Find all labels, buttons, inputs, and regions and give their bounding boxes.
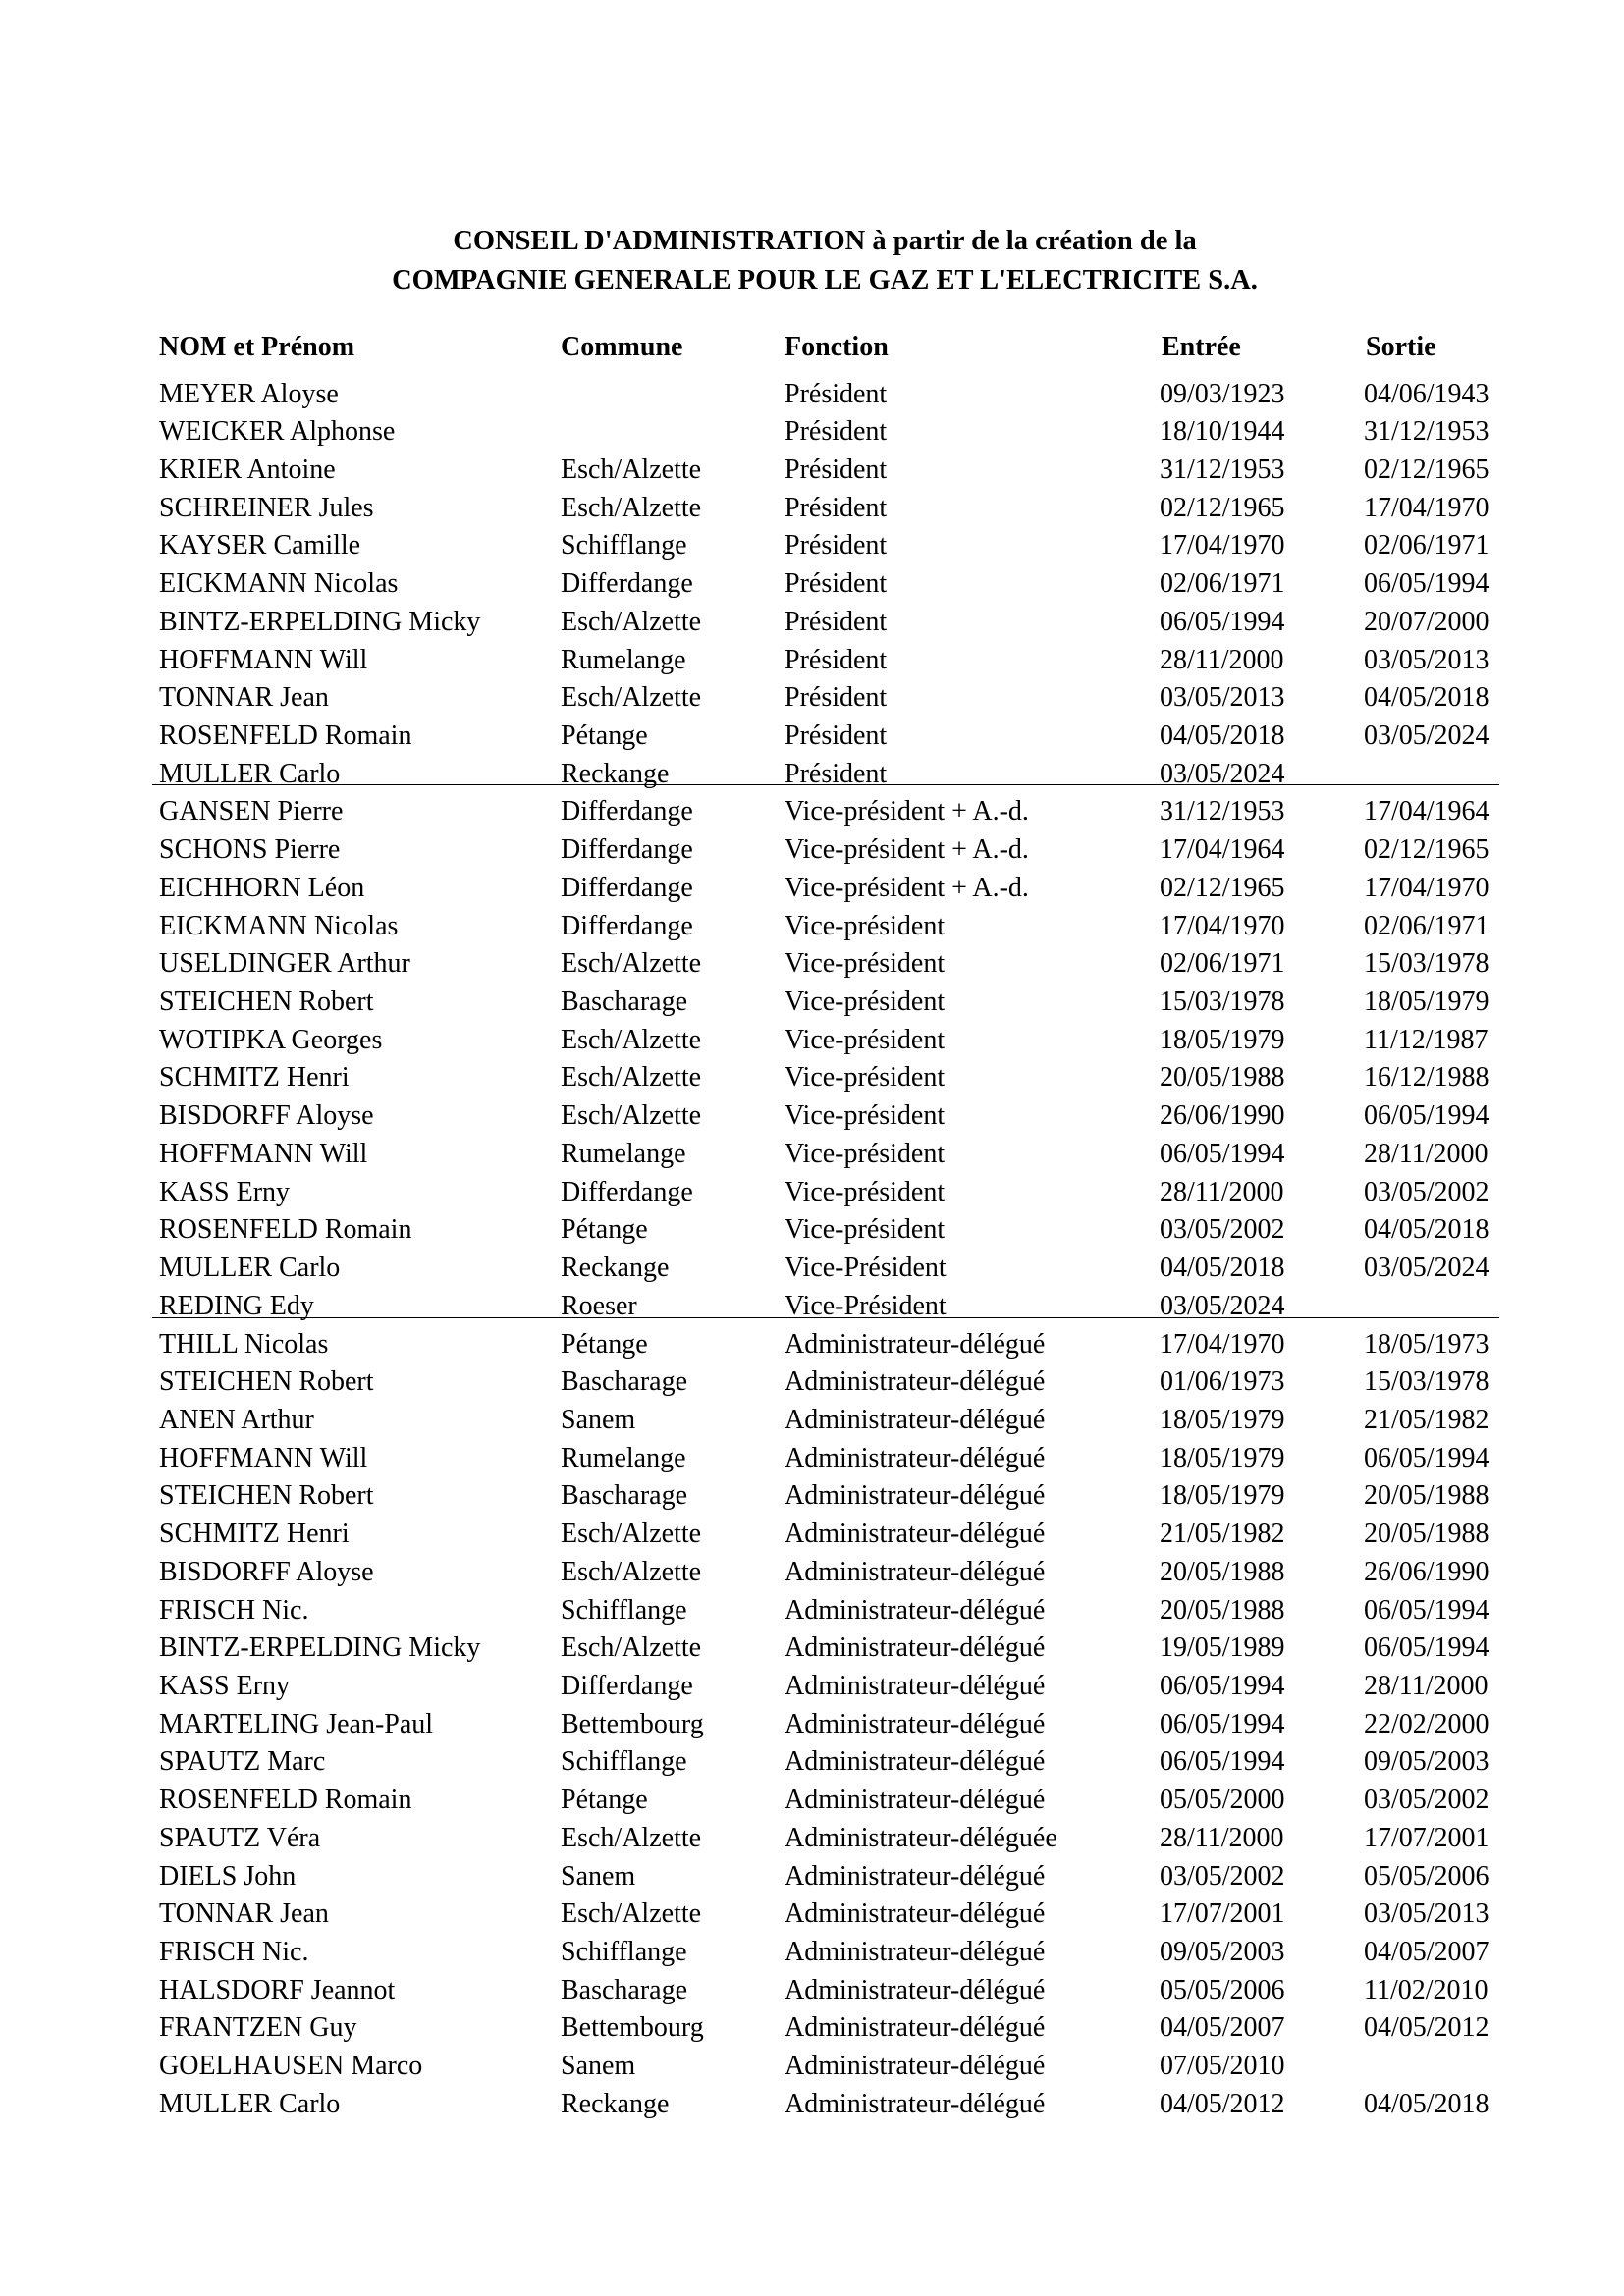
table-row [0, 1059, 1624, 1097]
table-row [0, 1288, 1624, 1326]
cell-sortie: 11/12/1987 [1364, 1024, 1489, 1055]
cell-commune: Esch/Alzette [561, 606, 702, 637]
cell-fonction: Vice-président + A.-d. [785, 872, 1029, 903]
document-title-line-1: CONSEIL D'ADMINISTRATION à partir de la création de la [453, 226, 1197, 256]
cell-name: HOFFMANN Will [159, 1138, 368, 1169]
cell-sortie: 09/05/2003 [1364, 1746, 1489, 1778]
cell-name: WOTIPKA Georges [159, 1024, 383, 1055]
cell-sortie: 04/05/2018 [1364, 1214, 1489, 1246]
cell-sortie: 02/12/1965 [1364, 834, 1489, 866]
cell-fonction: Président [785, 454, 888, 485]
cell-name: STEICHEN Robert [159, 1480, 374, 1512]
cell-entree: 28/11/2000 [1160, 1822, 1284, 1853]
cell-entree: 28/11/2000 [1160, 1176, 1284, 1207]
cell-fonction: Président [785, 530, 888, 561]
cell-fonction: Administrateur-délégué [785, 1442, 1046, 1473]
cell-entree: 18/10/1944 [1160, 416, 1285, 448]
table-row [0, 1782, 1624, 1820]
table-header [0, 329, 1624, 367]
cell-entree: 05/05/2006 [1160, 1974, 1285, 2005]
cell-entree: 02/12/1965 [1160, 872, 1285, 903]
cell-name: GANSEN Pierre [159, 796, 344, 828]
table-row [0, 527, 1624, 565]
table-row [0, 1097, 1624, 1136]
header-fonction: Fonction [785, 332, 889, 362]
table-row [0, 1440, 1624, 1478]
cell-entree: 05/05/2000 [1160, 1785, 1285, 1816]
cell-fonction: Vice-président [785, 1214, 946, 1246]
cell-commune: Esch/Alzette [561, 948, 702, 980]
table-row [0, 831, 1624, 870]
cell-commune: Bascharage [561, 1366, 688, 1398]
cell-entree: 31/12/1953 [1160, 454, 1285, 485]
cell-entree: 01/06/1973 [1160, 1366, 1285, 1398]
table-row [0, 1363, 1624, 1402]
cell-name: SCHMITZ Henri [159, 1062, 350, 1094]
cell-commune: Esch/Alzette [561, 1632, 702, 1664]
cell-commune: Reckange [561, 758, 670, 789]
cell-fonction: Président [785, 606, 888, 637]
cell-commune: Pétange [561, 1214, 648, 1246]
cell-commune: Esch/Alzette [561, 1822, 702, 1853]
cell-name: HALSDORF Jeannot [159, 1974, 396, 2005]
cell-entree: 06/05/1994 [1160, 1746, 1285, 1778]
table-row [0, 1211, 1624, 1250]
cell-fonction: Administrateur-délégué [785, 1937, 1046, 1968]
cell-sortie: 21/05/1982 [1364, 1404, 1489, 1435]
cell-sortie: 02/06/1971 [1364, 910, 1489, 941]
header-name: NOM et Prénom [159, 332, 355, 362]
cell-name: ROSENFELD Romain [159, 1785, 412, 1816]
cell-commune: Esch/Alzette [561, 1024, 702, 1055]
cell-name: MEYER Aloyse [159, 378, 339, 409]
cell-entree: 03/05/2024 [1160, 1290, 1285, 1321]
cell-name: REDING Edy [159, 1290, 314, 1321]
cell-name: BINTZ-ERPELDING Micky [159, 1632, 481, 1664]
table-row [0, 756, 1624, 794]
cell-entree: 18/05/1979 [1160, 1404, 1285, 1435]
cell-entree: 21/05/1982 [1160, 1519, 1285, 1550]
table-row [0, 1858, 1624, 1896]
cell-fonction: Administrateur-délégué [785, 1480, 1046, 1512]
cell-name: FRANTZEN Guy [159, 2012, 357, 2044]
cell-commune: Sanem [561, 1860, 636, 1892]
cell-fonction: Président [785, 720, 888, 751]
cell-entree: 17/04/1970 [1160, 910, 1285, 941]
document-title-line-2: COMPAGNIE GENERALE POUR LE GAZ ET L'ELECTRICITE S.A. [392, 265, 1258, 295]
table-row [0, 604, 1624, 642]
cell-fonction: Président [785, 758, 888, 789]
cell-name: EICKMANN Nicolas [159, 568, 399, 600]
table-row [0, 1516, 1624, 1554]
cell-name: ANEN Arthur [159, 1404, 314, 1435]
table-row [0, 1250, 1624, 1288]
cell-commune: Schifflange [561, 530, 687, 561]
cell-fonction: Administrateur-délégué [785, 1366, 1046, 1398]
cell-name: TONNAR Jean [159, 682, 329, 714]
cell-entree: 31/12/1953 [1160, 796, 1285, 828]
cell-entree: 06/05/1994 [1160, 1670, 1285, 1701]
cell-fonction: Administrateur-délégué [785, 1328, 1046, 1360]
cell-commune: Rumelange [561, 1442, 686, 1473]
cell-commune: Schifflange [561, 1746, 687, 1778]
cell-commune: Reckange [561, 1253, 670, 1284]
cell-name: MULLER Carlo [159, 2088, 341, 2119]
cell-sortie: 03/05/2002 [1364, 1785, 1489, 1816]
cell-commune: Esch/Alzette [561, 1898, 702, 1930]
cell-entree: 06/05/1994 [1160, 1708, 1285, 1739]
table-row [0, 1477, 1624, 1516]
cell-commune: Rumelange [561, 1138, 686, 1169]
cell-name: MULLER Carlo [159, 758, 341, 789]
cell-entree: 15/03/1978 [1160, 987, 1285, 1018]
cell-entree: 19/05/1989 [1160, 1632, 1285, 1664]
header-commune: Commune [561, 332, 683, 362]
cell-name: BINTZ-ERPELDING Micky [159, 606, 481, 637]
cell-name: FRISCH Nic. [159, 1937, 309, 1968]
cell-name: SCHMITZ Henri [159, 1519, 350, 1550]
table-row [0, 1972, 1624, 2010]
cell-fonction: Vice-président + A.-d. [785, 834, 1029, 866]
table-row [0, 2009, 1624, 2048]
cell-sortie: 18/05/1973 [1364, 1328, 1489, 1360]
cell-fonction: Président [785, 416, 888, 448]
cell-sortie: 17/04/1970 [1364, 492, 1489, 523]
cell-commune: Differdange [561, 872, 693, 903]
cell-sortie: 16/12/1988 [1364, 1062, 1489, 1094]
cell-name: STEICHEN Robert [159, 987, 374, 1018]
table-row [0, 718, 1624, 756]
cell-name: STEICHEN Robert [159, 1366, 374, 1398]
cell-sortie: 05/05/2006 [1364, 1860, 1489, 1892]
cell-commune: Bettembourg [561, 1708, 704, 1739]
cell-name: ROSENFELD Romain [159, 1214, 412, 1246]
cell-sortie: 17/07/2001 [1364, 1822, 1489, 1853]
section-divider [152, 1317, 1499, 1318]
cell-sortie: 22/02/2000 [1364, 1708, 1489, 1739]
cell-fonction: Président [785, 378, 888, 409]
table-row [0, 1743, 1624, 1782]
cell-sortie: 20/05/1988 [1364, 1519, 1489, 1550]
cell-sortie: 04/06/1943 [1364, 378, 1489, 409]
cell-commune: Differdange [561, 796, 693, 828]
cell-commune: Sanem [561, 2051, 636, 2082]
cell-fonction: Administrateur-délégué [785, 1860, 1046, 1892]
table-row [0, 1820, 1624, 1858]
cell-sortie: 15/03/1978 [1364, 1366, 1489, 1398]
cell-sortie: 02/12/1965 [1364, 454, 1489, 485]
cell-sortie: 17/04/1970 [1364, 872, 1489, 903]
cell-name: SPAUTZ Véra [159, 1822, 321, 1853]
cell-commune: Esch/Alzette [561, 1062, 702, 1094]
cell-fonction: Administrateur-délégué [785, 1746, 1046, 1778]
cell-fonction: Administrateur-délégué [785, 1898, 1046, 1930]
cell-fonction: Vice-président [785, 987, 946, 1018]
cell-name: KASS Erny [159, 1176, 291, 1207]
cell-fonction: Président [785, 644, 888, 675]
cell-name: BISDORFF Aloyse [159, 1556, 374, 1587]
table-row [0, 984, 1624, 1022]
cell-sortie: 06/05/1994 [1364, 1594, 1489, 1626]
cell-sortie: 03/05/2024 [1364, 720, 1489, 751]
cell-sortie: 28/11/2000 [1364, 1670, 1489, 1701]
cell-sortie: 06/05/1994 [1364, 1100, 1489, 1132]
cell-entree: 09/05/2003 [1160, 1937, 1285, 1968]
cell-fonction: Administrateur-délégué [785, 1785, 1046, 1816]
cell-sortie: 06/05/1994 [1364, 1442, 1489, 1473]
cell-fonction: Administrateur-délégué [785, 1404, 1046, 1435]
cell-sortie: 28/11/2000 [1364, 1138, 1489, 1169]
cell-fonction: Vice-président [785, 1100, 946, 1132]
table-row [0, 565, 1624, 604]
cell-sortie: 06/05/1994 [1364, 1632, 1489, 1664]
cell-fonction: Administrateur-délégué [785, 2012, 1046, 2044]
cell-name: EICKMANN Nicolas [159, 910, 399, 941]
cell-fonction: Administrateur-délégué [785, 1974, 1046, 2005]
cell-fonction: Vice-président [785, 910, 946, 941]
cell-fonction: Vice-Président [785, 1253, 947, 1284]
cell-entree: 03/05/2002 [1160, 1860, 1285, 1892]
cell-name: MULLER Carlo [159, 1253, 341, 1284]
cell-name: WEICKER Alphonse [159, 416, 396, 448]
cell-fonction: Administrateur-délégué [785, 1519, 1046, 1550]
cell-name: USELDINGER Arthur [159, 948, 410, 980]
cell-sortie: 11/02/2010 [1364, 1974, 1489, 2005]
cell-fonction: Administrateur-délégué [785, 1632, 1046, 1664]
cell-name: TONNAR Jean [159, 1898, 329, 1930]
table-row [0, 1592, 1624, 1630]
table-row [0, 413, 1624, 452]
cell-commune: Differdange [561, 1176, 693, 1207]
table-row [0, 870, 1624, 908]
cell-name: SCHREINER Jules [159, 492, 374, 523]
cell-sortie: 03/05/2024 [1364, 1253, 1489, 1284]
cell-name: SCHONS Pierre [159, 834, 341, 866]
cell-name: EICHHORN Léon [159, 872, 365, 903]
cell-commune: Bettembourg [561, 2012, 704, 2044]
cell-name: SPAUTZ Marc [159, 1746, 326, 1778]
table-row [0, 2086, 1624, 2124]
cell-name: FRISCH Nic. [159, 1594, 309, 1626]
cell-sortie: 04/05/2018 [1364, 2088, 1489, 2119]
cell-sortie: 03/05/2013 [1364, 1898, 1489, 1930]
table-row [0, 1174, 1624, 1212]
cell-entree: 20/05/1988 [1160, 1062, 1285, 1094]
cell-commune: Differdange [561, 910, 693, 941]
table-row [0, 1706, 1624, 1744]
cell-entree: 06/05/1994 [1160, 606, 1285, 637]
cell-entree: 03/05/2024 [1160, 758, 1285, 789]
cell-fonction: Président [785, 492, 888, 523]
table-row [0, 642, 1624, 680]
cell-entree: 07/05/2010 [1160, 2051, 1285, 2082]
cell-commune: Esch/Alzette [561, 1100, 702, 1132]
cell-sortie: 20/07/2000 [1364, 606, 1489, 637]
cell-fonction: Administrateur-délégué [785, 1594, 1046, 1626]
table-row [0, 793, 1624, 831]
cell-entree: 17/04/1964 [1160, 834, 1285, 866]
cell-entree: 17/04/1970 [1160, 530, 1285, 561]
cell-commune: Bascharage [561, 1480, 688, 1512]
cell-fonction: Vice-président [785, 1138, 946, 1169]
cell-name: MARTELING Jean-Paul [159, 1708, 434, 1739]
cell-commune: Differdange [561, 1670, 693, 1701]
cell-sortie: 04/05/2007 [1364, 1937, 1489, 1968]
table-row [0, 1402, 1624, 1440]
cell-commune: Rumelange [561, 644, 686, 675]
cell-sortie: 03/05/2013 [1364, 644, 1489, 675]
cell-commune: Esch/Alzette [561, 454, 702, 485]
cell-entree: 17/04/1970 [1160, 1328, 1285, 1360]
cell-entree: 04/05/2018 [1160, 1253, 1285, 1284]
cell-entree: 17/07/2001 [1160, 1898, 1285, 1930]
cell-commune: Roeser [561, 1290, 637, 1321]
cell-entree: 09/03/1923 [1160, 378, 1285, 409]
cell-sortie: 04/05/2012 [1364, 2012, 1489, 2044]
cell-name: GOELHAUSEN Marco [159, 2051, 423, 2082]
table-row [0, 908, 1624, 946]
cell-fonction: Vice-président [785, 1062, 946, 1094]
table-row [0, 679, 1624, 718]
cell-sortie: 20/05/1988 [1364, 1480, 1489, 1512]
cell-entree: 04/05/2012 [1160, 2088, 1285, 2119]
cell-commune: Bascharage [561, 987, 688, 1018]
cell-commune: Schifflange [561, 1594, 687, 1626]
cell-fonction: Président [785, 682, 888, 714]
cell-fonction: Administrateur-délégué [785, 2051, 1046, 2082]
cell-fonction: Vice-président [785, 1176, 946, 1207]
cell-fonction: Administrateur-délégué [785, 2088, 1046, 2119]
cell-fonction: Vice-Président [785, 1290, 947, 1321]
cell-name: THILL Nicolas [159, 1328, 329, 1360]
cell-fonction: Administrateur-délégué [785, 1670, 1046, 1701]
cell-commune: Esch/Alzette [561, 492, 702, 523]
cell-name: DIELS John [159, 1860, 297, 1892]
cell-commune: Esch/Alzette [561, 682, 702, 714]
cell-entree: 02/06/1971 [1160, 568, 1285, 600]
cell-name: HOFFMANN Will [159, 1442, 368, 1473]
cell-entree: 18/05/1979 [1160, 1480, 1285, 1512]
table-row [0, 490, 1624, 528]
cell-sortie: 26/06/1990 [1364, 1556, 1489, 1587]
table-row [0, 1668, 1624, 1706]
cell-sortie: 03/05/2002 [1364, 1176, 1489, 1207]
cell-name: ROSENFELD Romain [159, 720, 412, 751]
cell-entree: 04/05/2007 [1160, 2012, 1285, 2044]
cell-name: KASS Erny [159, 1670, 291, 1701]
table-row [0, 452, 1624, 490]
cell-entree: 02/06/1971 [1160, 948, 1285, 980]
table-row [0, 945, 1624, 984]
cell-sortie: 04/05/2018 [1364, 682, 1489, 714]
cell-fonction: Vice-président [785, 948, 946, 980]
table-row [0, 1326, 1624, 1364]
section-divider [152, 784, 1499, 785]
cell-commune: Sanem [561, 1404, 636, 1435]
cell-fonction: Administrateur-délégué [785, 1708, 1046, 1739]
cell-entree: 20/05/1988 [1160, 1594, 1285, 1626]
cell-entree: 06/05/1994 [1160, 1138, 1285, 1169]
cell-sortie: 02/06/1971 [1364, 530, 1489, 561]
cell-commune: Differdange [561, 568, 693, 600]
cell-entree: 28/11/2000 [1160, 644, 1284, 675]
cell-entree: 20/05/1988 [1160, 1556, 1285, 1587]
cell-entree: 18/05/1979 [1160, 1442, 1285, 1473]
table-row [0, 1022, 1624, 1060]
cell-entree: 03/05/2002 [1160, 1214, 1285, 1246]
cell-commune: Reckange [561, 2088, 670, 2119]
cell-commune: Esch/Alzette [561, 1519, 702, 1550]
cell-commune: Bascharage [561, 1974, 688, 2005]
table-row [0, 1136, 1624, 1174]
cell-commune: Differdange [561, 834, 693, 866]
cell-sortie: 15/03/1978 [1364, 948, 1489, 980]
cell-entree: 18/05/1979 [1160, 1024, 1285, 1055]
cell-name: HOFFMANN Will [159, 644, 368, 675]
cell-commune: Schifflange [561, 1937, 687, 1968]
cell-sortie: 17/04/1964 [1364, 796, 1489, 828]
table-row [0, 1629, 1624, 1668]
table-row [0, 1554, 1624, 1592]
cell-fonction: Administrateur-déléguée [785, 1822, 1057, 1853]
cell-entree: 26/06/1990 [1160, 1100, 1285, 1132]
cell-entree: 03/05/2013 [1160, 682, 1285, 714]
table-row [0, 2048, 1624, 2086]
cell-fonction: Vice-président + A.-d. [785, 796, 1029, 828]
cell-name: KAYSER Camille [159, 530, 361, 561]
cell-sortie: 18/05/1979 [1364, 987, 1489, 1018]
cell-sortie: 31/12/1953 [1364, 416, 1489, 448]
cell-commune: Esch/Alzette [561, 1556, 702, 1587]
table-row [0, 1896, 1624, 1934]
cell-name: KRIER Antoine [159, 454, 336, 485]
cell-fonction: Administrateur-délégué [785, 1556, 1046, 1587]
cell-commune: Pétange [561, 1785, 648, 1816]
cell-commune: Pétange [561, 1328, 648, 1360]
cell-fonction: Vice-président [785, 1024, 946, 1055]
cell-commune: Pétange [561, 720, 648, 751]
cell-entree: 02/12/1965 [1160, 492, 1285, 523]
cell-fonction: Président [785, 568, 888, 600]
cell-sortie: 06/05/1994 [1364, 568, 1489, 600]
header-sortie: Sortie [1366, 332, 1436, 362]
cell-name: BISDORFF Aloyse [159, 1100, 374, 1132]
cell-entree: 04/05/2018 [1160, 720, 1285, 751]
table-row [0, 1934, 1624, 1972]
header-entree: Entrée [1162, 332, 1241, 362]
table-row [0, 376, 1624, 414]
